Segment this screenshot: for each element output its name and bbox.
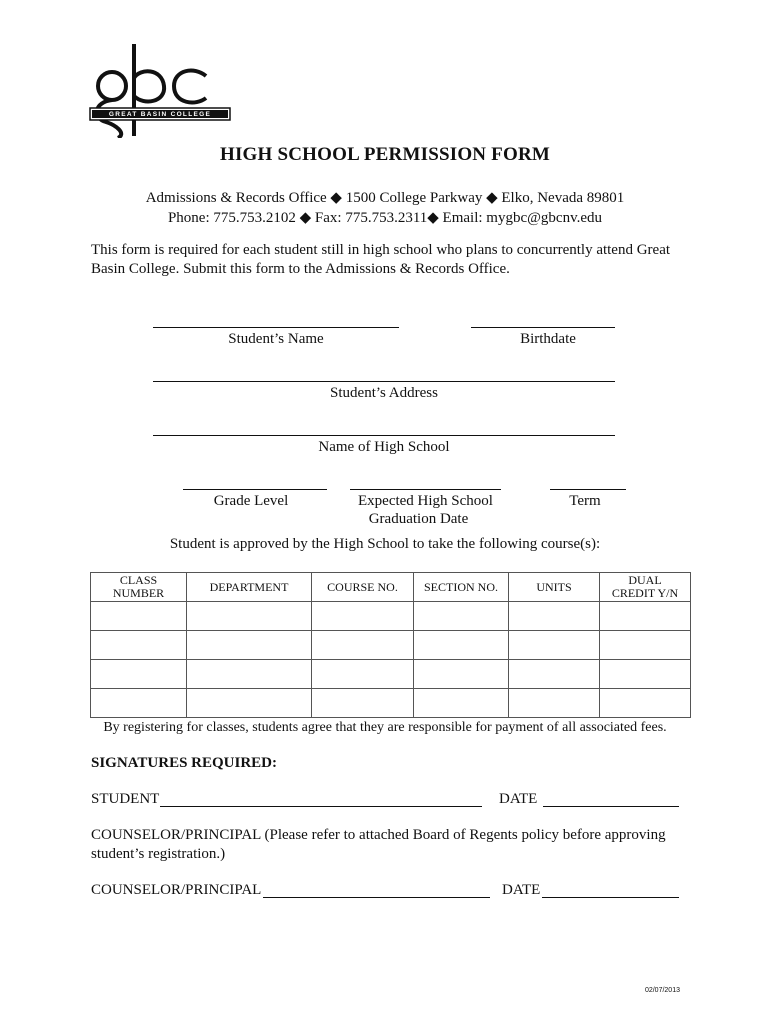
term-label: Term	[569, 493, 601, 509]
col-class-number-line1: CLASS	[119, 573, 158, 587]
table-cell[interactable]	[509, 689, 600, 718]
col-units-label: UNITS	[536, 579, 572, 594]
col-course-no-label: COURSE NO.	[327, 579, 398, 594]
intro-paragraph: This form is required for each student still in high school who plans to concurrently attend Great Basin College. Submit this form to the Admissions & Records Office.	[91, 242, 671, 277]
table-cell[interactable]	[600, 631, 691, 660]
counselor-signature-label: COUNSELOR/PRINCIPAL	[91, 882, 262, 898]
signatures-heading: SIGNATURES REQUIRED:	[91, 755, 278, 771]
table-cell[interactable]	[91, 631, 187, 660]
col-class-number-line2: NUMBER	[112, 586, 165, 600]
counselor-note-line2: student’s registration.)	[91, 846, 226, 862]
table-cell[interactable]	[312, 689, 414, 718]
term-field[interactable]	[550, 489, 626, 490]
grade-level-field[interactable]	[183, 489, 327, 490]
counselor-date-field[interactable]	[542, 897, 679, 898]
revision-date: 02/07/2013	[644, 987, 680, 994]
birthdate-field[interactable]	[471, 327, 615, 328]
student-address-label: Student’s Address	[330, 385, 438, 401]
graduation-date-field[interactable]	[350, 489, 501, 490]
course-table-header	[91, 573, 691, 602]
col-section-no	[414, 573, 509, 602]
col-course-no	[312, 573, 414, 602]
counselor-signature-field[interactable]	[263, 897, 490, 898]
page-title: HIGH SCHOOL PERMISSION FORM	[219, 144, 551, 165]
student-name-label: Student’s Name	[228, 331, 324, 347]
course-table	[90, 572, 691, 718]
table-cell[interactable]	[312, 631, 414, 660]
table-cell[interactable]	[187, 602, 312, 631]
col-class-number	[91, 573, 187, 602]
student-address-field[interactable]	[153, 381, 615, 382]
college-logo	[88, 38, 238, 138]
table-cell[interactable]	[600, 660, 691, 689]
student-date-field[interactable]	[543, 806, 679, 807]
contact-address: Admissions & Records Office ◆ 1500 College Parkway ◆ Elko, Nevada 89801	[145, 190, 625, 206]
high-school-label: Name of High School	[318, 439, 450, 455]
student-date-label: DATE	[499, 791, 538, 807]
grade-level-label: Grade Level	[213, 493, 289, 509]
fees-notice: By registering for classes, students agree that they are responsible for payment of all associated fees.	[103, 720, 667, 735]
table-cell[interactable]	[509, 631, 600, 660]
table-cell[interactable]	[312, 660, 414, 689]
table-cell[interactable]	[91, 660, 187, 689]
col-dual-credit-line2: CREDIT Y/N	[611, 586, 679, 600]
col-units	[509, 573, 600, 602]
table-cell[interactable]	[187, 631, 312, 660]
table-row	[91, 631, 691, 660]
table-row	[91, 660, 691, 689]
student-signature-field[interactable]	[160, 806, 482, 807]
table-cell[interactable]	[509, 602, 600, 631]
table-cell[interactable]	[187, 660, 312, 689]
student-signature-label: STUDENT	[91, 791, 160, 807]
approval-statement: Student is approved by the High School to take the following course(s):	[169, 536, 601, 552]
table-cell[interactable]	[414, 660, 509, 689]
table-cell[interactable]	[91, 602, 187, 631]
counselor-note-line1: COUNSELOR/PRINCIPAL (Please refer to attached Board of Regents policy before approving	[91, 827, 666, 843]
table-cell[interactable]	[312, 602, 414, 631]
graduation-date-label-2: Graduation Date	[368, 511, 469, 527]
college-name-banner: GREAT BASIN COLLEGE	[108, 111, 212, 118]
table-cell[interactable]	[600, 602, 691, 631]
high-school-field[interactable]	[153, 435, 615, 436]
col-dual-credit-line1: DUAL	[628, 573, 662, 587]
col-section-no-label: SECTION NO.	[424, 579, 498, 594]
table-cell[interactable]	[414, 689, 509, 718]
gbc-logo-icon	[88, 38, 238, 138]
student-name-field[interactable]	[153, 327, 399, 328]
col-department	[187, 573, 312, 602]
birthdate-label: Birthdate	[520, 331, 576, 347]
table-cell[interactable]	[187, 689, 312, 718]
table-row	[91, 689, 691, 718]
table-cell[interactable]	[509, 660, 600, 689]
table-cell[interactable]	[600, 689, 691, 718]
contact-phone-email: Phone: 775.753.2102 ◆ Fax: 775.753.2311◆ Email: mygbc@gbcnv.edu	[167, 210, 603, 226]
col-department-label: DEPARTMENT	[209, 579, 289, 594]
graduation-date-label-1: Expected High School	[358, 493, 493, 509]
counselor-date-label: DATE	[502, 882, 541, 898]
col-dual-credit	[600, 573, 691, 602]
table-cell[interactable]	[414, 631, 509, 660]
table-cell[interactable]	[414, 602, 509, 631]
table-row	[91, 602, 691, 631]
table-cell[interactable]	[91, 689, 187, 718]
